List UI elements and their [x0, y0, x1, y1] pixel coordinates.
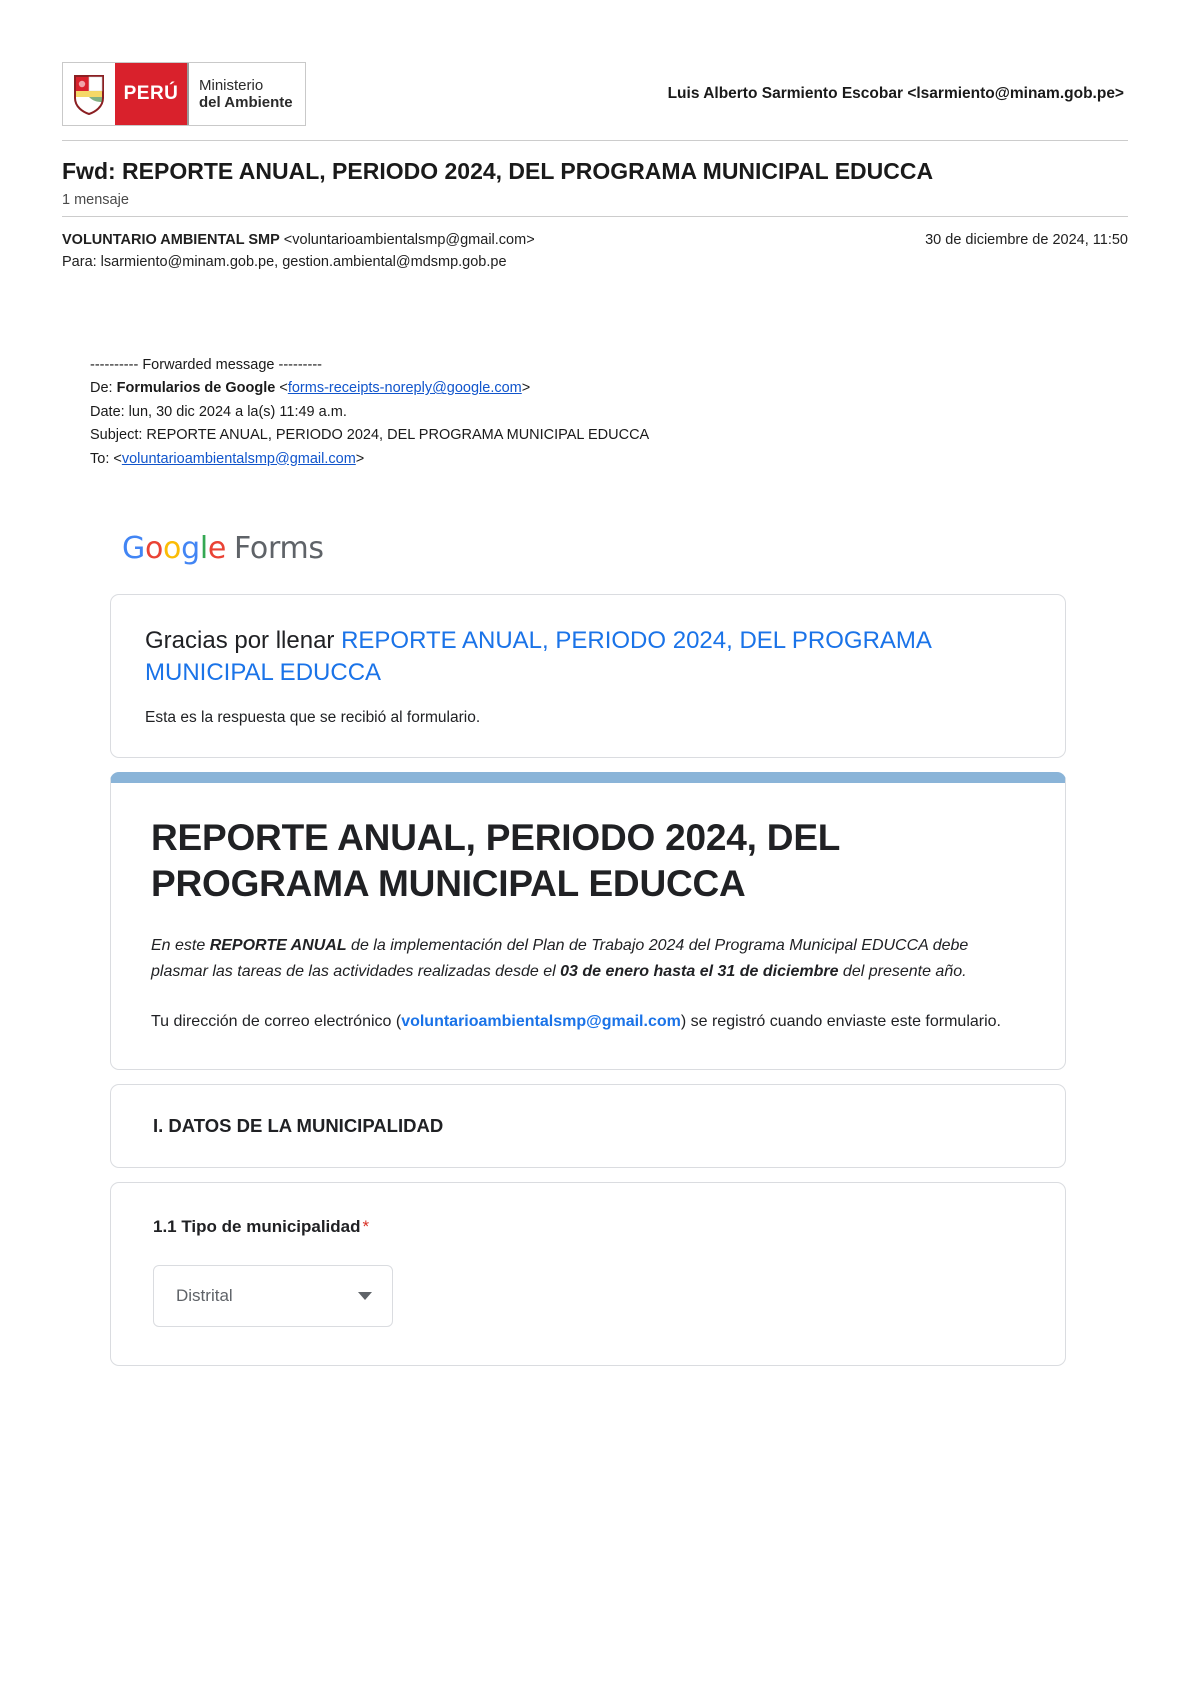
- form-desc-bold-1: REPORTE ANUAL: [209, 937, 347, 955]
- forwarded-date: Date: lun, 30 dic 2024 a la(s) 11:49 a.m.: [90, 403, 347, 420]
- ministry-line-2: del Ambiente: [199, 94, 293, 111]
- minam-logo: [62, 62, 306, 126]
- forwarded-to-close: >: [355, 450, 365, 467]
- subject-block: [62, 141, 1128, 216]
- sender-identity: [62, 229, 535, 251]
- chevron-down-icon[interactable]: [358, 1292, 372, 1300]
- form-email-part-2: ) se registró cuando enviaste este formulario.: [680, 1012, 1001, 1030]
- forwarded-to-label: To: <: [90, 450, 122, 467]
- mail-header: [62, 56, 1128, 140]
- sender-row: [62, 229, 1128, 251]
- receipt-thanks-card: [110, 594, 1066, 758]
- thanks-form-name: REPORTE ANUAL, PERIODO 2024, DEL PROGRAMA MUNICIPAL EDUCCA: [145, 627, 931, 687]
- thanks-prefix: Gracias por llenar: [145, 627, 342, 655]
- peru-coat-of-arms-icon: [63, 63, 115, 125]
- logo-letter-g: G: [122, 531, 145, 567]
- forwarded-to-email-link[interactable]: voluntarioambientalsmp@gmail.com: [121, 450, 356, 467]
- email-date: 30 de diciembre de 2024, 11:50: [925, 231, 1128, 248]
- sender-block: [62, 217, 1128, 280]
- tipo-municipalidad-select[interactable]: [153, 1265, 393, 1327]
- form-question-card: [110, 1182, 1066, 1366]
- form-desc-part-1: En este: [151, 937, 210, 955]
- thanks-heading: [145, 625, 1031, 689]
- form-email-note: [151, 1009, 1025, 1035]
- forwarded-divider: ---------- Forwarded message ---------: [90, 356, 322, 373]
- form-email-address: voluntarioambientalsmp@gmail.com: [401, 1012, 681, 1030]
- logo-letter-o1: o: [144, 531, 164, 567]
- forwarded-from: [90, 377, 1128, 400]
- question-text: 1.1 Tipo de municipalidad: [153, 1216, 361, 1236]
- thanks-subtext: Esta es la respuesta que se recibió al formulario.: [145, 709, 481, 727]
- form-title: REPORTE ANUAL, PERIODO 2024, DEL PROGRAMA MUNICIPAL EDUCCA: [151, 817, 840, 905]
- sender-address: <voluntarioambientalsmp@gmail.com>: [283, 231, 535, 248]
- message-count: 1 mensaje: [62, 191, 129, 208]
- ministry-line-1: Ministerio: [199, 76, 264, 94]
- section-title: I. DATOS DE LA MUNICIPALIDAD: [153, 1114, 444, 1136]
- forwarded-from-label: De:: [90, 380, 113, 397]
- logo-letter-o2: o: [163, 531, 182, 567]
- form-email-part-1: Tu dirección de correo electrónico (: [151, 1012, 402, 1030]
- recipients-line: Para: lsarmiento@minam.gob.pe, gestion.ambiental@mdsmp.gob.pe: [62, 254, 507, 271]
- select-value: Distrital: [176, 1285, 233, 1305]
- sender-name: VOLUNTARIO AMBIENTAL SMP: [62, 231, 280, 248]
- forwarded-from-name: Formularios de Google: [116, 380, 276, 397]
- forwarded-header: [90, 354, 1128, 471]
- forwarded-to: [90, 448, 1128, 471]
- question-label: [145, 1217, 1031, 1237]
- google-forms-logo: [122, 531, 1128, 566]
- ministry-wordmark: [187, 63, 305, 125]
- form-description: [151, 933, 1025, 985]
- form-section-card: [110, 1084, 1066, 1168]
- email-subject: Fwd: REPORTE ANUAL, PERIODO 2024, DEL PROGRAMA MUNICIPAL EDUCCA: [62, 158, 934, 184]
- logo-letter-e: e: [207, 531, 227, 567]
- peru-wordmark: PERÚ: [115, 63, 187, 125]
- forwarded-from-email-link[interactable]: forms-receipts-noreply@google.com: [287, 380, 522, 397]
- form-desc-bold-2: 03 de enero hasta el 31 de diciembre: [560, 963, 839, 981]
- form-desc-part-3: del presente año.: [838, 963, 967, 981]
- account-identity: Luis Alberto Sarmiento Escobar <lsarmiento@minam.gob.pe>: [667, 85, 1124, 102]
- logo-letter-l: l: [199, 531, 208, 567]
- form-desc-part-2: de la implementación del Plan de Trabajo 2024 del Programa Municipal EDUCCA debe plasmar las tareas de las actividades realizadas desde el: [151, 937, 969, 981]
- logo-letter-g2: g: [181, 531, 200, 567]
- required-asterisk: *: [362, 1216, 370, 1236]
- forwarded-subject: Subject: REPORTE ANUAL, PERIODO 2024, DEL PROGRAMA MUNICIPAL EDUCCA: [90, 427, 650, 444]
- bracket-open: <: [279, 380, 288, 397]
- logo-word-forms: Forms: [234, 531, 324, 567]
- form-header-card: [110, 772, 1066, 1069]
- bracket-close: >: [521, 380, 531, 397]
